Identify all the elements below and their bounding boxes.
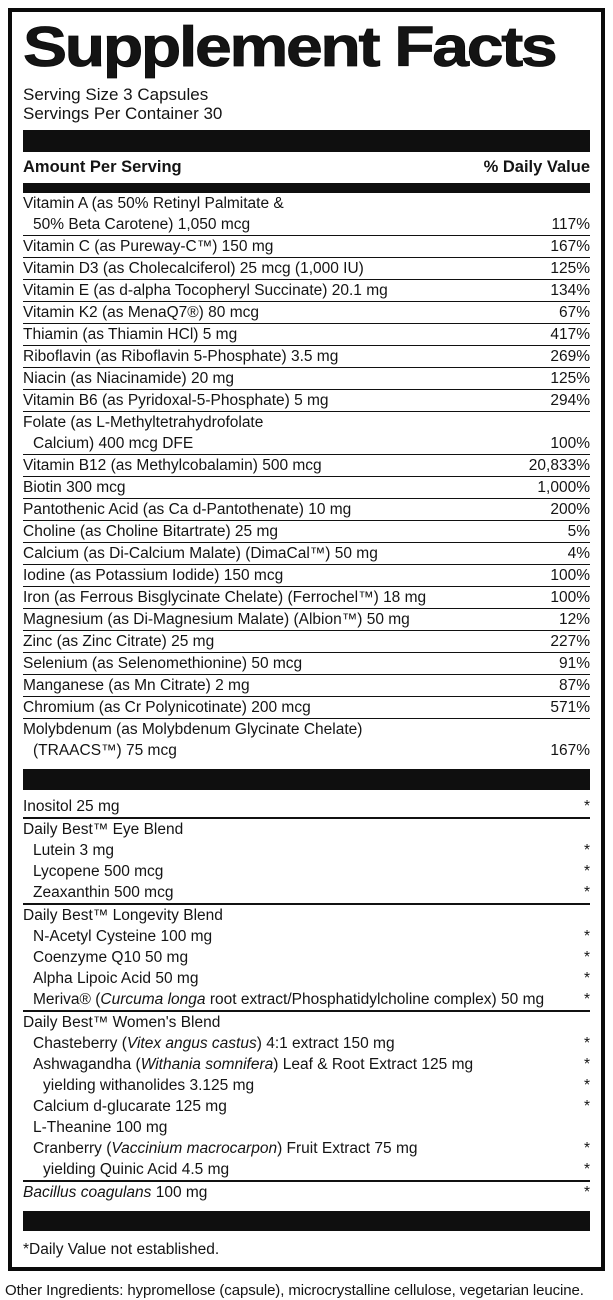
nutrient-name: Manganese (as Mn Citrate) 2 mg (23, 677, 250, 695)
divider-bar-bottom (23, 1211, 590, 1231)
other-ingredients-text: Other Ingredients: hypromellose (capsule), microcrystalline cellulose, vegetarian leucine. (5, 1282, 584, 1300)
nutrient-name: Calcium (as Di-Calcium Malate) (DimaCal™) 50 mg (23, 545, 378, 563)
divider-bar-middle (23, 769, 590, 790)
nutrient-row (23, 543, 590, 565)
nutrient-row (23, 324, 590, 346)
nutrient-row (23, 740, 590, 761)
nutrient-name: Daily Best™ Women's Blend (23, 1014, 221, 1032)
daily-value-cell: * (583, 1161, 590, 1179)
daily-value-cell: * (583, 884, 590, 902)
nutrient-row (23, 882, 590, 905)
nutrient-row (23, 1033, 590, 1054)
nutrient-row (23, 1182, 590, 1203)
nutrient-name: Selenium (as Selenomethionine) 50 mcg (23, 655, 303, 673)
nutrient-name: Chasteberry (Vitex angus castus) 4:1 extract 150 mg (33, 1035, 395, 1053)
daily-value-cell: * (583, 970, 590, 988)
nutrient-row (23, 1054, 590, 1075)
nutrient-name: Molybdenum (as Molybdenum Glycinate Chelate) (23, 721, 363, 739)
nutrient-name: Zeaxanthin 500 mcg (33, 884, 174, 902)
daily-value-cell: * (583, 1077, 590, 1095)
nutrient-row (23, 1117, 590, 1138)
nutrient-row (23, 861, 590, 882)
nutrient-name: Biotin 300 mcg (23, 479, 126, 497)
daily-value-footnote: *Daily Value not established. (23, 1241, 220, 1259)
daily-value-cell: 100% (550, 589, 590, 607)
nutrient-name: Alpha Lipoic Acid 50 mg (33, 970, 199, 988)
supplement-facts-panel (8, 8, 605, 1271)
nutrient-row (23, 258, 590, 280)
nutrient-rows-blends (23, 796, 590, 1203)
daily-value-cell: 269% (550, 348, 590, 366)
nutrient-name: 50% Beta Carotene) 1,050 mcg (33, 216, 251, 234)
nutrient-row (23, 905, 590, 926)
nutrient-row (23, 840, 590, 861)
nutrient-name: Lutein 3 mg (33, 842, 114, 860)
divider-bar-top (23, 130, 590, 152)
daily-value-cell: * (583, 842, 590, 860)
nutrient-name: Bacillus coagulans 100 mg (23, 1184, 208, 1202)
daily-value-cell: 20,833% (528, 457, 590, 475)
nutrient-name: Daily Best™ Eye Blend (23, 821, 184, 839)
nutrient-name: Cranberry (Vaccinium macrocarpon) Fruit Extract 75 mg (33, 1140, 418, 1158)
nutrient-name: yielding Quinic Acid 4.5 mg (43, 1161, 230, 1179)
nutrient-name: Daily Best™ Longevity Blend (23, 907, 223, 925)
nutrient-name: yielding withanolides 3.125 mg (43, 1077, 255, 1095)
nutrient-row (23, 280, 590, 302)
nutrient-name: Vitamin B12 (as Methylcobalamin) 500 mcg (23, 457, 322, 475)
nutrient-name: Inositol 25 mg (23, 798, 120, 816)
daily-value-cell: * (583, 928, 590, 946)
nutrient-row (23, 565, 590, 587)
daily-value-cell: 100% (550, 567, 590, 585)
daily-value-cell: * (583, 1035, 590, 1053)
daily-value-cell: 12% (558, 611, 590, 629)
column-header-row (23, 152, 590, 183)
nutrient-name: Thiamin (as Thiamin HCl) 5 mg (23, 326, 238, 344)
nutrient-name: Vitamin E (as d-alpha Tocopheryl Succinate) 20.1 mg (23, 282, 388, 300)
nutrient-row (23, 609, 590, 631)
daily-value-cell: 134% (550, 282, 590, 300)
daily-value-cell: 294% (550, 392, 590, 410)
nutrient-row (23, 675, 590, 697)
daily-value-cell: 4% (567, 545, 590, 563)
nutrient-row (23, 968, 590, 989)
nutrient-name: Calcium d-glucarate 125 mg (33, 1098, 227, 1116)
nutrient-name: Vitamin K2 (as MenaQ7®) 80 mcg (23, 304, 259, 322)
daily-value-cell: 417% (550, 326, 590, 344)
nutrient-row (23, 346, 590, 368)
daily-value-cell: 125% (550, 370, 590, 388)
daily-value-cell: 5% (567, 523, 590, 541)
serving-size-text: Serving Size 3 Capsules (23, 85, 209, 105)
nutrient-row (23, 1075, 590, 1096)
nutrient-name: Riboflavin (as Riboflavin 5-Phosphate) 3.5 mg (23, 348, 339, 366)
nutrient-rows-main (23, 193, 590, 761)
nutrient-name: Vitamin B6 (as Pyridoxal-5-Phosphate) 5 mg (23, 392, 329, 410)
nutrient-name: Pantothenic Acid (as Ca d-Pantothenate) 10 mg (23, 501, 352, 519)
nutrient-row (23, 796, 590, 819)
nutrient-row (23, 947, 590, 968)
nutrient-row (23, 368, 590, 390)
daily-value-cell: 91% (558, 655, 590, 673)
nutrient-name: N-Acetyl Cysteine 100 mg (33, 928, 213, 946)
nutrient-row (23, 1159, 590, 1182)
nutrient-row (23, 412, 590, 433)
daily-value-cell: 571% (550, 699, 590, 717)
daily-value-cell: 200% (550, 501, 590, 519)
nutrient-name: Vitamin D3 (as Cholecalciferol) 25 mcg (1,000 IU) (23, 260, 364, 278)
nutrient-name: L-Theanine 100 mg (33, 1119, 168, 1137)
nutrient-row (23, 697, 590, 719)
nutrient-row (23, 193, 590, 214)
nutrient-row (23, 236, 590, 258)
daily-value-cell: * (583, 863, 590, 881)
daily-value-cell: * (583, 1056, 590, 1074)
nutrient-row (23, 302, 590, 324)
nutrient-name: Lycopene 500 mcg (33, 863, 164, 881)
nutrient-row (23, 587, 590, 609)
daily-value-cell: * (583, 798, 590, 816)
nutrient-name: Magnesium (as Di-Magnesium Malate) (Albion™) 50 mg (23, 611, 410, 629)
daily-value-cell: * (583, 991, 590, 1009)
nutrient-name: Vitamin A (as 50% Retinyl Palmitate & (23, 195, 284, 213)
daily-value-cell: * (583, 1140, 590, 1158)
nutrient-name: Chromium (as Cr Polynicotinate) 200 mcg (23, 699, 311, 717)
nutrient-name: Iron (as Ferrous Bisglycinate Chelate) (Ferrochel™) 18 mg (23, 589, 427, 607)
daily-value-cell: 167% (550, 238, 590, 256)
daily-value-cell: * (583, 1098, 590, 1116)
nutrient-row (23, 1012, 590, 1033)
nutrient-name: Iodine (as Potassium Iodide) 150 mcg (23, 567, 284, 585)
servings-per-container-text: Servings Per Container 30 (23, 104, 223, 124)
daily-value-header: % Daily Value (483, 158, 590, 177)
nutrient-name: Ashwagandha (Withania somnifera) Leaf & Root Extract 125 mg (33, 1056, 474, 1074)
daily-value-cell: 1,000% (537, 479, 590, 497)
nutrient-row (23, 433, 590, 455)
nutrient-name: Meriva® (Curcuma longa root extract/Phosphatidylcholine complex) 50 mg (33, 991, 545, 1009)
nutrient-row (23, 926, 590, 947)
nutrient-name: Choline (as Choline Bitartrate) 25 mg (23, 523, 279, 541)
nutrient-row (23, 455, 590, 477)
daily-value-cell: 67% (558, 304, 590, 322)
nutrient-row (23, 631, 590, 653)
nutrient-row (23, 1096, 590, 1117)
nutrient-row (23, 989, 590, 1012)
daily-value-cell: 100% (550, 435, 590, 453)
nutrient-name: Zinc (as Zinc Citrate) 25 mg (23, 633, 215, 651)
nutrient-name: Vitamin C (as Pureway-C™) 150 mg (23, 238, 274, 256)
nutrient-row (23, 477, 590, 499)
daily-value-cell: 167% (550, 742, 590, 760)
nutrient-row (23, 819, 590, 840)
nutrient-name: Folate (as L-Methyltetrahydrofolate (23, 414, 264, 432)
nutrient-row (23, 499, 590, 521)
nutrient-name: (TRAACS™) 75 mcg (33, 742, 177, 760)
page-title: Supplement Facts (23, 15, 556, 79)
daily-value-cell: 87% (558, 677, 590, 695)
daily-value-cell: 125% (550, 260, 590, 278)
divider-bar-header (23, 183, 590, 193)
nutrient-name: Coenzyme Q10 50 mg (33, 949, 189, 967)
nutrient-row (23, 719, 590, 740)
nutrient-row (23, 214, 590, 236)
daily-value-cell: * (583, 949, 590, 967)
amount-per-serving-header: Amount Per Serving (23, 158, 182, 177)
nutrient-name: Calcium) 400 mcg DFE (33, 435, 194, 453)
daily-value-cell: * (583, 1184, 590, 1202)
daily-value-cell: 117% (551, 216, 590, 234)
nutrient-row (23, 653, 590, 675)
nutrient-row (23, 1138, 590, 1159)
nutrient-row (23, 521, 590, 543)
daily-value-cell: 227% (550, 633, 590, 651)
nutrient-name: Niacin (as Niacinamide) 20 mg (23, 370, 235, 388)
nutrient-row (23, 390, 590, 412)
